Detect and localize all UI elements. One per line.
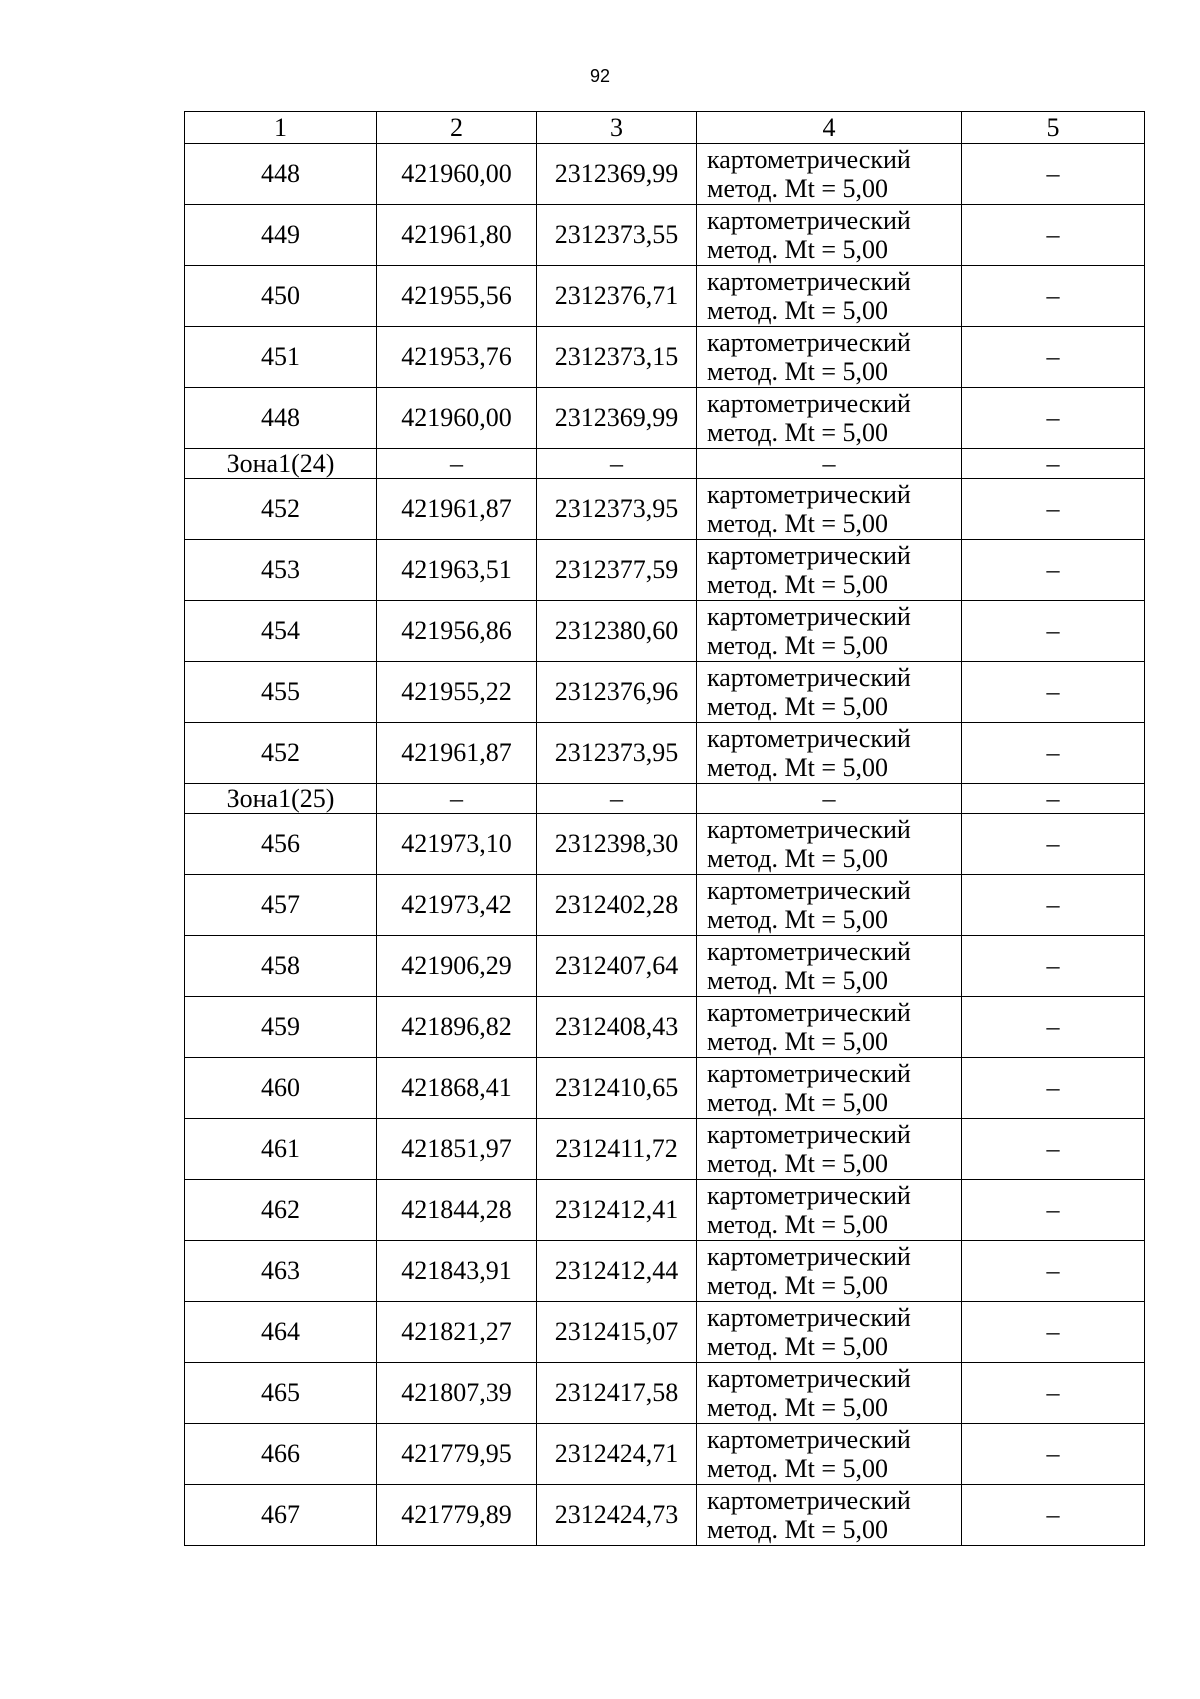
coord-y: 2312408,43 <box>537 997 697 1058</box>
note: – <box>962 327 1145 388</box>
point-id: 455 <box>185 662 377 723</box>
zone-label: Зона1(25) <box>185 784 377 814</box>
note: – <box>962 205 1145 266</box>
zone-col-5: – <box>962 449 1145 479</box>
note: – <box>962 875 1145 936</box>
method-line-1: картометрический <box>707 937 911 966</box>
note: – <box>962 1119 1145 1180</box>
point-id: 450 <box>185 266 377 327</box>
point-id: 453 <box>185 540 377 601</box>
method-cell <box>697 601 962 662</box>
coord-x: 421955,22 <box>377 662 537 723</box>
method-line-2: метод. Mt = 5,00 <box>707 570 888 599</box>
table-row <box>185 1058 1145 1119</box>
coord-x: 421906,29 <box>377 936 537 997</box>
coord-y: 2312373,55 <box>537 205 697 266</box>
header-col-3: 3 <box>537 112 697 144</box>
method-cell <box>697 936 962 997</box>
method-line-2: метод. Mt = 5,00 <box>707 1515 888 1544</box>
method-line-2: метод. Mt = 5,00 <box>707 1271 888 1300</box>
method-line-1: картометрический <box>707 724 911 753</box>
point-id: 464 <box>185 1302 377 1363</box>
method-line-2: метод. Mt = 5,00 <box>707 357 888 386</box>
page-number: 92 <box>589 66 611 86</box>
coord-x: 421960,00 <box>377 144 537 205</box>
point-id: 457 <box>185 875 377 936</box>
zone-col-3: – <box>537 784 697 814</box>
point-id: 462 <box>185 1180 377 1241</box>
method-line-2: метод. Mt = 5,00 <box>707 1027 888 1056</box>
method-cell <box>697 814 962 875</box>
method-line-1: картометрический <box>707 267 911 296</box>
point-id: 454 <box>185 601 377 662</box>
method-cell <box>697 266 962 327</box>
point-id: 465 <box>185 1363 377 1424</box>
method-cell <box>697 1241 962 1302</box>
method-line-2: метод. Mt = 5,00 <box>707 692 888 721</box>
coord-x: 421844,28 <box>377 1180 537 1241</box>
note: – <box>962 1180 1145 1241</box>
method-line-2: метод. Mt = 5,00 <box>707 1088 888 1117</box>
method-cell <box>697 662 962 723</box>
method-cell <box>697 479 962 540</box>
coord-y: 2312407,64 <box>537 936 697 997</box>
note: – <box>962 540 1145 601</box>
coord-x: 421953,76 <box>377 327 537 388</box>
method-line-2: метод. Mt = 5,00 <box>707 296 888 325</box>
point-id: 459 <box>185 997 377 1058</box>
table-row <box>185 266 1145 327</box>
method-cell <box>697 540 962 601</box>
method-cell <box>697 205 962 266</box>
zone-label: Зона1(24) <box>185 449 377 479</box>
coord-x: 421973,42 <box>377 875 537 936</box>
zone-row <box>185 449 1145 479</box>
method-cell <box>697 875 962 936</box>
point-id: 449 <box>185 205 377 266</box>
method-cell <box>697 723 962 784</box>
method-cell <box>697 1363 962 1424</box>
coord-x: 421779,89 <box>377 1485 537 1546</box>
point-id: 448 <box>185 144 377 205</box>
method-line-1: картометрический <box>707 998 911 1027</box>
coord-y: 2312376,96 <box>537 662 697 723</box>
coord-x: 421807,39 <box>377 1363 537 1424</box>
method-cell <box>697 997 962 1058</box>
method-cell <box>697 1180 962 1241</box>
method-line-1: картометрический <box>707 602 911 631</box>
note: – <box>962 936 1145 997</box>
coord-x: 421896,82 <box>377 997 537 1058</box>
note: – <box>962 266 1145 327</box>
coord-y: 2312398,30 <box>537 814 697 875</box>
table-row <box>185 936 1145 997</box>
method-line-2: метод. Mt = 5,00 <box>707 905 888 934</box>
method-line-1: картометрический <box>707 328 911 357</box>
method-line-2: метод. Mt = 5,00 <box>707 235 888 264</box>
method-line-1: картометрический <box>707 480 911 509</box>
coord-x: 421960,00 <box>377 388 537 449</box>
method-line-1: картометрический <box>707 1303 911 1332</box>
coord-y: 2312369,99 <box>537 144 697 205</box>
method-line-1: картометрический <box>707 541 911 570</box>
zone-row <box>185 784 1145 814</box>
point-id: 458 <box>185 936 377 997</box>
method-line-1: картометрический <box>707 206 911 235</box>
method-cell <box>697 1485 962 1546</box>
coord-y: 2312412,44 <box>537 1241 697 1302</box>
method-line-2: метод. Mt = 5,00 <box>707 509 888 538</box>
coord-y: 2312380,60 <box>537 601 697 662</box>
method-cell <box>697 144 962 205</box>
table-row <box>185 997 1145 1058</box>
method-line-1: картометрический <box>707 1059 911 1088</box>
coord-x: 421961,87 <box>377 479 537 540</box>
coord-y: 2312417,58 <box>537 1363 697 1424</box>
method-line-1: картометрический <box>707 815 911 844</box>
coord-y: 2312369,99 <box>537 388 697 449</box>
table-row <box>185 327 1145 388</box>
note: – <box>962 997 1145 1058</box>
method-cell <box>697 388 962 449</box>
table-row <box>185 1424 1145 1485</box>
zone-col-2: – <box>377 784 537 814</box>
header-col-2: 2 <box>377 112 537 144</box>
method-line-2: метод. Mt = 5,00 <box>707 631 888 660</box>
coord-y: 2312424,73 <box>537 1485 697 1546</box>
method-line-1: картометрический <box>707 876 911 905</box>
header-col-4: 4 <box>697 112 962 144</box>
coord-y: 2312415,07 <box>537 1302 697 1363</box>
note: – <box>962 1241 1145 1302</box>
method-line-1: картометрический <box>707 1181 911 1210</box>
note: – <box>962 1058 1145 1119</box>
coord-y: 2312411,72 <box>537 1119 697 1180</box>
table-row <box>185 1180 1145 1241</box>
method-line-2: метод. Mt = 5,00 <box>707 1149 888 1178</box>
note: – <box>962 144 1145 205</box>
point-id: 456 <box>185 814 377 875</box>
zone-col-4: – <box>697 449 962 479</box>
point-id: 463 <box>185 1241 377 1302</box>
point-id: 461 <box>185 1119 377 1180</box>
table-row <box>185 814 1145 875</box>
method-line-1: картометрический <box>707 1364 911 1393</box>
coord-y: 2312424,71 <box>537 1424 697 1485</box>
coordinates-table <box>184 111 1145 1546</box>
method-line-2: метод. Mt = 5,00 <box>707 753 888 782</box>
note: – <box>962 723 1145 784</box>
coord-x: 421821,27 <box>377 1302 537 1363</box>
zone-col-4: – <box>697 784 962 814</box>
coord-x: 421956,86 <box>377 601 537 662</box>
table-row <box>185 601 1145 662</box>
method-line-2: метод. Mt = 5,00 <box>707 1332 888 1361</box>
coord-x: 421868,41 <box>377 1058 537 1119</box>
zone-col-2: – <box>377 449 537 479</box>
method-cell <box>697 1424 962 1485</box>
note: – <box>962 601 1145 662</box>
table-row <box>185 205 1145 266</box>
method-line-2: метод. Mt = 5,00 <box>707 174 888 203</box>
coord-x: 421851,97 <box>377 1119 537 1180</box>
coord-x: 421843,91 <box>377 1241 537 1302</box>
coord-y: 2312376,71 <box>537 266 697 327</box>
table-header <box>185 112 1145 144</box>
coord-x: 421973,10 <box>377 814 537 875</box>
table-body <box>185 144 1145 1546</box>
coord-y: 2312410,65 <box>537 1058 697 1119</box>
method-line-1: картометрический <box>707 663 911 692</box>
method-cell <box>697 1302 962 1363</box>
method-cell <box>697 327 962 388</box>
coord-x: 421955,56 <box>377 266 537 327</box>
method-line-1: картометрический <box>707 1242 911 1271</box>
point-id: 448 <box>185 388 377 449</box>
method-line-1: картометрический <box>707 1486 911 1515</box>
table-row <box>185 540 1145 601</box>
method-line-1: картометрический <box>707 1425 911 1454</box>
point-id: 452 <box>185 723 377 784</box>
note: – <box>962 1302 1145 1363</box>
table-row <box>185 723 1145 784</box>
note: – <box>962 1424 1145 1485</box>
method-line-2: метод. Mt = 5,00 <box>707 1454 888 1483</box>
method-line-1: картометрический <box>707 389 911 418</box>
method-line-2: метод. Mt = 5,00 <box>707 966 888 995</box>
table-row <box>185 1119 1145 1180</box>
zone-col-5: – <box>962 784 1145 814</box>
coord-y: 2312373,95 <box>537 479 697 540</box>
point-id: 451 <box>185 327 377 388</box>
table-row <box>185 388 1145 449</box>
coord-x: 421779,95 <box>377 1424 537 1485</box>
table-row <box>185 1241 1145 1302</box>
point-id: 466 <box>185 1424 377 1485</box>
header-row <box>185 112 1145 144</box>
coord-y: 2312373,15 <box>537 327 697 388</box>
method-line-2: метод. Mt = 5,00 <box>707 844 888 873</box>
note: – <box>962 814 1145 875</box>
coord-x: 421963,51 <box>377 540 537 601</box>
header-col-5: 5 <box>962 112 1145 144</box>
header-col-1: 1 <box>185 112 377 144</box>
coord-y: 2312402,28 <box>537 875 697 936</box>
table-row <box>185 1485 1145 1546</box>
note: – <box>962 479 1145 540</box>
table-row <box>185 1302 1145 1363</box>
method-line-1: картометрический <box>707 1120 911 1149</box>
point-id: 467 <box>185 1485 377 1546</box>
table-row <box>185 479 1145 540</box>
point-id: 452 <box>185 479 377 540</box>
table-row <box>185 144 1145 205</box>
method-cell <box>697 1058 962 1119</box>
method-cell <box>697 1119 962 1180</box>
coord-y: 2312373,95 <box>537 723 697 784</box>
coord-y: 2312412,41 <box>537 1180 697 1241</box>
note: – <box>962 1363 1145 1424</box>
coord-x: 421961,87 <box>377 723 537 784</box>
note: – <box>962 662 1145 723</box>
method-line-1: картометрический <box>707 145 911 174</box>
method-line-2: метод. Mt = 5,00 <box>707 1210 888 1239</box>
coord-y: 2312377,59 <box>537 540 697 601</box>
table-row <box>185 662 1145 723</box>
point-id: 460 <box>185 1058 377 1119</box>
table-row <box>185 1363 1145 1424</box>
zone-col-3: – <box>537 449 697 479</box>
coord-x: 421961,80 <box>377 205 537 266</box>
method-line-2: метод. Mt = 5,00 <box>707 418 888 447</box>
method-line-2: метод. Mt = 5,00 <box>707 1393 888 1422</box>
note: – <box>962 1485 1145 1546</box>
note: – <box>962 388 1145 449</box>
table-row <box>185 875 1145 936</box>
